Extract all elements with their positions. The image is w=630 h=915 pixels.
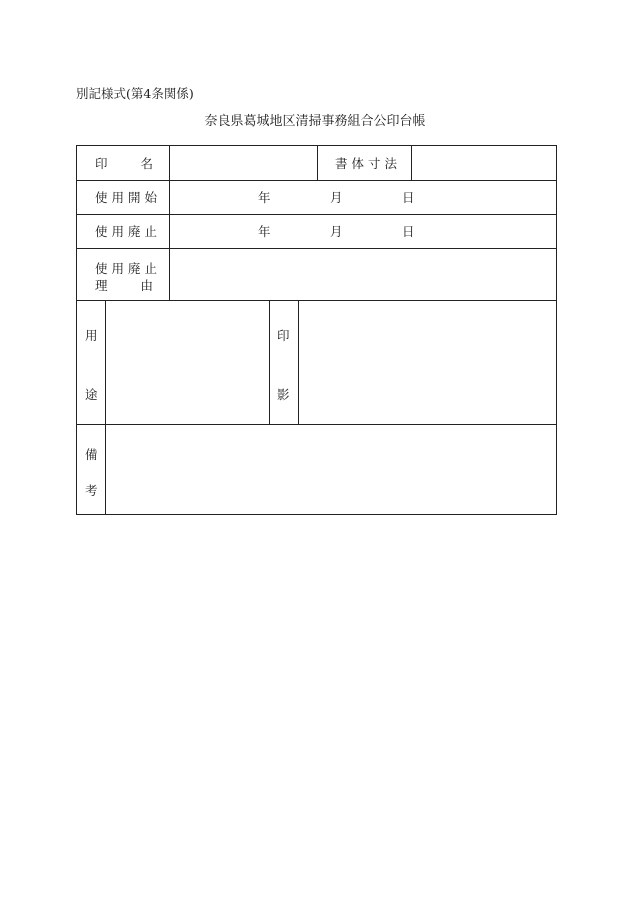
end-use-year: 年 bbox=[258, 224, 271, 239]
start-use-month: 月 bbox=[330, 190, 343, 205]
remarks-value[interactable] bbox=[106, 425, 556, 514]
end-reason-value[interactable] bbox=[170, 248, 556, 300]
font-size-label-text: 書体寸法 bbox=[335, 156, 402, 171]
column-divider bbox=[269, 300, 270, 424]
end-reason-label-line1: 使用廃止 bbox=[95, 261, 162, 276]
end-use-day: 日 bbox=[402, 224, 415, 239]
end-reason-label-line2: 理 由 bbox=[95, 278, 153, 293]
end-use-month: 月 bbox=[330, 224, 343, 239]
seal-name-label-char-a: 印 bbox=[95, 156, 108, 171]
start-use-label bbox=[95, 180, 165, 214]
impression-label-char-1: 印 bbox=[277, 328, 290, 343]
font-size-label bbox=[335, 146, 401, 180]
usage-label-char-2: 途 bbox=[85, 387, 98, 402]
end-use-label bbox=[95, 214, 165, 248]
start-use-label-text: 使用開始 bbox=[95, 190, 162, 205]
usage-label-char-1: 用 bbox=[85, 328, 98, 343]
document-title: 奈良県葛城地区清掃事務組合公印台帳 bbox=[204, 114, 426, 129]
seal-name-value[interactable] bbox=[170, 146, 317, 180]
remarks-label-char-2: 考 bbox=[85, 483, 98, 498]
impression-value[interactable] bbox=[299, 301, 556, 424]
end-use-label-text: 使用廃止 bbox=[95, 224, 162, 239]
seal-name-label-char-b: 名 bbox=[140, 156, 153, 171]
remarks-label-char-1: 備 bbox=[85, 447, 98, 462]
seal-name-label bbox=[95, 146, 153, 180]
seal-register-table bbox=[76, 145, 557, 515]
start-use-day: 日 bbox=[402, 190, 415, 205]
form-reference-label: 別記様式(第4条関係) bbox=[76, 86, 194, 101]
impression-label-char-2: 影 bbox=[277, 387, 290, 402]
font-size-value[interactable] bbox=[412, 146, 556, 180]
usage-value[interactable] bbox=[106, 301, 269, 424]
column-divider bbox=[317, 146, 318, 180]
start-use-year: 年 bbox=[258, 190, 271, 205]
